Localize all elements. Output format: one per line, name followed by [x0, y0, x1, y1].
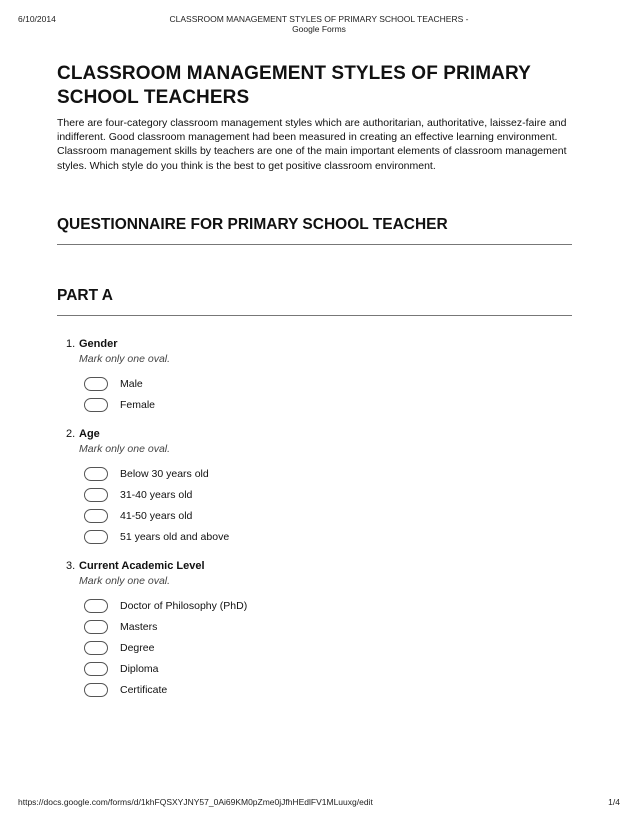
- radio-option[interactable]: [84, 484, 572, 505]
- print-document-title: CLASSROOM MANAGEMENT STYLES OF PRIMARY SCHOOL TEACHERS - Google Forms: [169, 14, 469, 34]
- radio-option[interactable]: [84, 373, 572, 394]
- option-label: Female: [120, 398, 156, 411]
- radio-oval-icon[interactable]: [84, 662, 108, 676]
- section-questionnaire: [57, 216, 572, 245]
- section-title: QUESTIONNAIRE FOR PRIMARY SCHOOL TEACHER: [57, 216, 448, 233]
- radio-options: [84, 595, 572, 700]
- option-label: Masters: [120, 620, 158, 633]
- form-title: CLASSROOM MANAGEMENT STYLES OF PRIMARY SCHOOL TEACHERS: [57, 63, 531, 108]
- radio-option[interactable]: [84, 394, 572, 415]
- radio-option[interactable]: [84, 679, 572, 700]
- option-label: 41-50 years old: [120, 509, 193, 522]
- radio-option[interactable]: [84, 637, 572, 658]
- radio-options: [84, 463, 572, 547]
- option-label: Below 30 years old: [120, 467, 209, 480]
- print-header: [18, 14, 620, 34]
- radio-oval-icon[interactable]: [84, 467, 108, 481]
- radio-oval-icon[interactable]: [84, 620, 108, 634]
- radio-option[interactable]: [84, 658, 572, 679]
- radio-oval-icon[interactable]: [84, 509, 108, 523]
- question-number: 3.: [66, 560, 76, 572]
- option-label: Male: [120, 377, 143, 390]
- radio-oval-icon[interactable]: [84, 488, 108, 502]
- radio-oval-icon[interactable]: [84, 641, 108, 655]
- radio-option[interactable]: [84, 526, 572, 547]
- question-age: [66, 428, 572, 547]
- option-label: Doctor of Philosophy (PhD): [120, 599, 248, 612]
- section-part-a: [57, 287, 572, 316]
- question-title: Gender: [79, 338, 118, 350]
- question-academic-level: [66, 560, 572, 700]
- option-label: Certificate: [120, 683, 168, 696]
- option-label: Degree: [120, 641, 155, 654]
- radio-oval-icon[interactable]: [84, 398, 108, 412]
- question-number: 2.: [66, 428, 76, 440]
- form-header: [57, 62, 572, 173]
- radio-options: [84, 373, 572, 415]
- radio-option[interactable]: [84, 463, 572, 484]
- radio-oval-icon[interactable]: [84, 599, 108, 613]
- print-date: 6/10/2014: [18, 14, 56, 24]
- radio-oval-icon[interactable]: [84, 530, 108, 544]
- option-label: 51 years old and above: [120, 530, 230, 543]
- option-label: 31-40 years old: [120, 488, 193, 501]
- print-url[interactable]: https://docs.google.com/forms/d/1khFQSXYJNY57_0Ai69KM0pZme0jJfhHEdlFV1MLuuxg/edit: [18, 797, 373, 807]
- radio-oval-icon[interactable]: [84, 377, 108, 391]
- question-gender: [66, 338, 572, 415]
- question-title: Current Academic Level: [79, 560, 205, 572]
- section-title: PART A: [57, 287, 113, 304]
- radio-option[interactable]: [84, 505, 572, 526]
- question-help-text: Mark only one oval.: [79, 443, 171, 455]
- page-number: 1/4: [608, 797, 620, 807]
- option-label: Diploma: [120, 662, 159, 675]
- questions-list: [66, 338, 572, 713]
- radio-oval-icon[interactable]: [84, 683, 108, 697]
- form-description: There are four-category classroom management styles which are authoritarian, authoritative, laissez-faire and indifferent. Good classroom management had been measured in creating an effective learning environment. Classroom management skills by teachers are one of the main important elements of classroom management styles. Which style do you think is the best to get positive classroom environment.: [57, 117, 567, 172]
- radio-option[interactable]: [84, 616, 572, 637]
- question-help-text: Mark only one oval.: [79, 575, 171, 587]
- question-number: 1.: [66, 338, 76, 350]
- question-title: Age: [79, 428, 100, 440]
- question-help-text: Mark only one oval.: [79, 353, 171, 365]
- print-footer: [18, 797, 620, 807]
- radio-option[interactable]: [84, 595, 572, 616]
